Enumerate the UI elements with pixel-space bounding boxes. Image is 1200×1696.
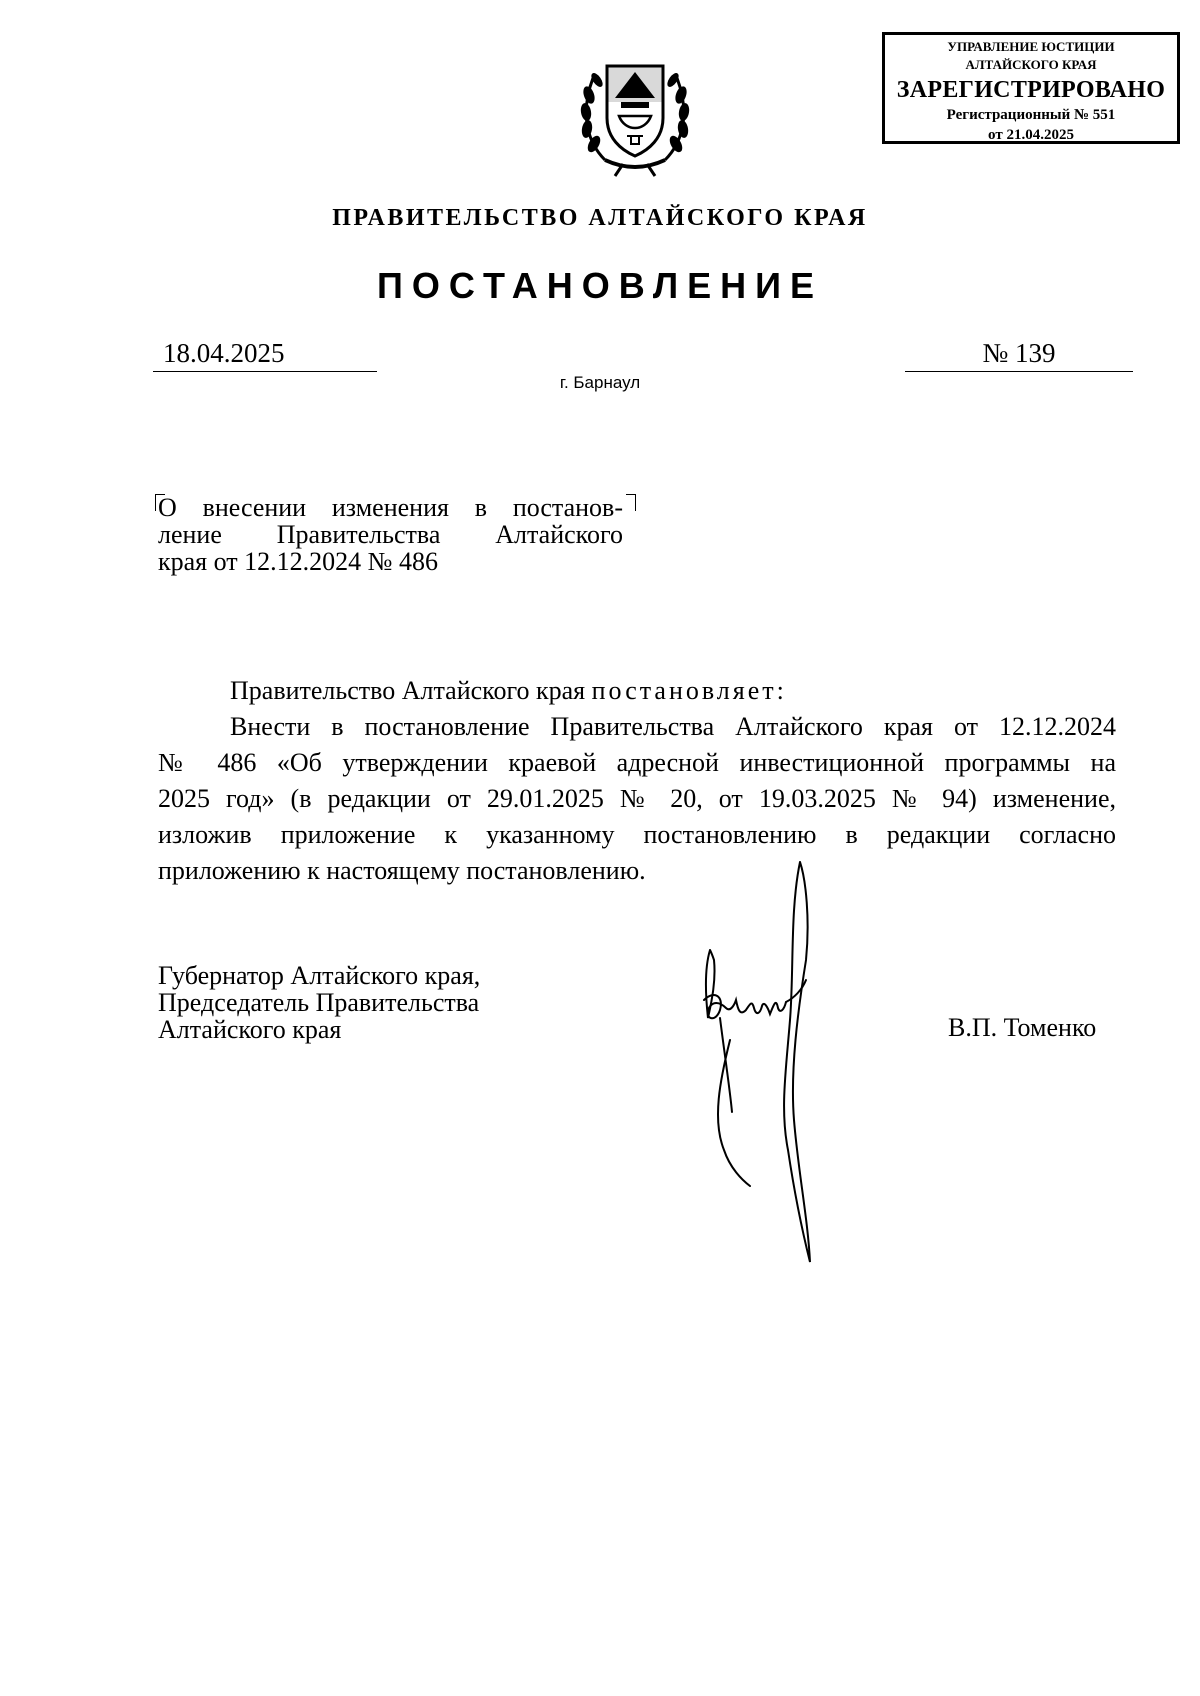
signer-name: В.П. Томенко	[948, 1013, 1097, 1042]
document-city: г. Барнаул	[559, 373, 641, 392]
signer-position-line: Алтайского края	[158, 1015, 342, 1044]
signer-position	[158, 962, 480, 1043]
document-body	[158, 673, 1116, 889]
subject-corner-right	[626, 494, 636, 511]
document-subject	[158, 494, 623, 575]
stamp-org-line2: АЛТАЙСКОГО КРАЯ	[965, 57, 1097, 72]
preamble	[158, 673, 1116, 709]
stamp-status: ЗАРЕГИСТРИРОВАНО	[896, 77, 1166, 103]
subject-line: О внесении изменения в постанов-	[158, 493, 623, 522]
body-line: Внести в постановление Правительства Алтайского края от 12.12.2024	[230, 712, 1116, 741]
preamble-start: Правительство Алтайского края	[230, 676, 586, 705]
subject-line: края от 12.12.2024 № 486	[158, 547, 438, 576]
stamp-reg-number: Регистрационный № 551	[946, 107, 1116, 123]
signer-position-line: Председатель Правительства	[158, 988, 480, 1017]
stamp-reg-date: от 21.04.2025	[988, 127, 1074, 143]
stamp-org-line1: УПРАВЛЕНИЕ ЮСТИЦИИ	[947, 39, 1115, 54]
preamble-verb: постановляет:	[591, 676, 787, 705]
document-number: № 139	[905, 338, 1133, 372]
handwritten-signature-icon	[690, 850, 870, 1270]
registration-stamp	[882, 32, 1180, 144]
document-date: 18.04.2025	[153, 338, 377, 372]
body-line: приложению к настоящему постановлению.	[158, 856, 646, 885]
document-type-title: ПОСТАНОВЛЕНИЕ	[377, 265, 823, 306]
body-line: изложив приложение к указанному постановлению в редакции согласно	[158, 820, 1116, 849]
subject-line: ление Правительства Алтайского	[158, 520, 623, 549]
altai-krai-coat-of-arms-icon	[575, 40, 695, 180]
body-line: № 486 «Об утверждении краевой адресной инвестиционной программы на	[158, 748, 1116, 777]
signer-position-line: Губернатор Алтайского края,	[158, 961, 481, 990]
government-title: ПРАВИТЕЛЬСТВО АЛТАЙСКОГО КРАЯ	[332, 205, 868, 231]
body-line: 2025 год» (в редакции от 29.01.2025 № 20, от 19.03.2025 № 94) изменение,	[158, 784, 1116, 813]
